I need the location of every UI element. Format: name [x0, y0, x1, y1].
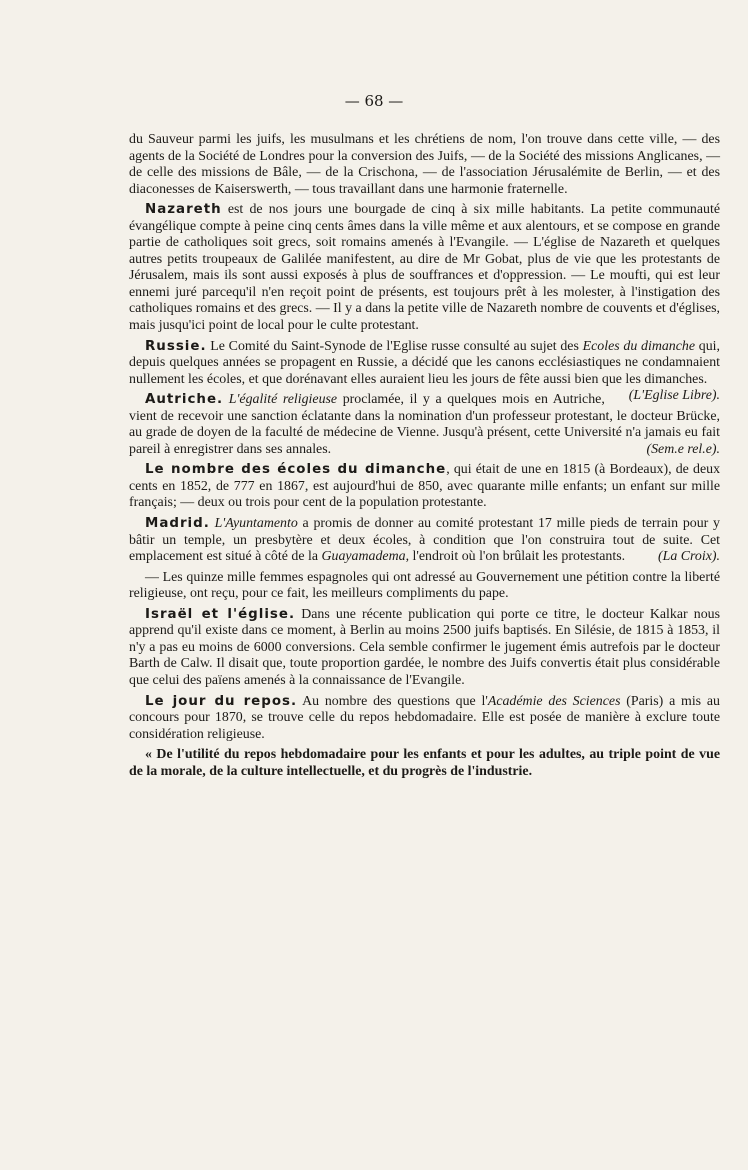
- femmes-text: — Les quinze mille femmes espagnoles qui ont adressé au Gouvernement une pétition contre la liberté religieuse, ont reçu, pour ce fait, les meilleurs compliments du pape.: [129, 569, 720, 602]
- israel-text: Dans une récente publication qui porte ce titre, le docteur Kalkar nous apprend qu'il existe dans ce moment, à Berlin au moins 2500 juifs baptisés. En Silésie, de 1815 à 1853, il n'y a pas eu moins de 6000 conversions. Cela semble confirmer le jugement émis autrefois par le docteur Barth de Calw. Il disait que, toute proportion gardée, le nombre des Juifs convertis était plus considérable que celui des païens amenés à la connaissance de l'Evangile.: [129, 606, 720, 688]
- heading-repos: Le jour du repos.: [145, 693, 298, 709]
- heading-israel: Israël et l'église.: [145, 606, 296, 622]
- heading-autriche: Autriche.: [145, 392, 224, 408]
- heading-russie: Russie.: [145, 338, 207, 354]
- nazareth-text: est de nos jours une bourgade de cinq à six mille habitants. La petite communauté évangélique compte à peine cinq cents âmes dans la ville même et aux alentours, et se compose en grande partie de catholiques soit grecs, soit romains amenés à l'Evangile. — L'église de Nazareth et quelques autres petits troupeaux de Galilée manifestent, au dire de Mr Gobat, plus de vie que les protestants de Jérusalem, mais ils sont aussi exposés à plus de souffrances et d'oppression. — Le moufti, qui est leur ennemi juré parcequ'il n'en reçoit point de présents, est toujours prêt à les molester, à l'instigation des catholiques romains et des grecs. — Il y a dans la petite ville de Nazareth nombre de couvents et d'églises, mais jusqu'ici point de local pour le culte protestant.: [129, 202, 720, 334]
- repos-text-2: (Paris) a mis au concours pour 1870, se trouve celle du repos hebdomadaire. Elle est posée de manière à exclure toute considération religieuse.: [129, 693, 720, 742]
- madrid-italic-2: Guayamadema: [321, 549, 406, 565]
- paragraph-israel: [129, 607, 720, 690]
- heading-ecoles: Le nombre des écoles du dimanche: [145, 462, 447, 478]
- paragraph-intro: [129, 132, 720, 198]
- madrid-italic-1: L'Ayuntamento: [209, 516, 298, 532]
- paragraph-nazareth: [129, 202, 720, 334]
- russie-italic: Ecoles du dimanche: [582, 338, 696, 354]
- ecoles-text: , qui était de une en 1815 (à Bordeaux), de deux cents en 1852, de 777 en 1867, est aujourd'hui de 850, avec quarante mille enfants; un enfant sur mille français; — deux ou trois pour cent de la population protestante.: [129, 462, 721, 511]
- paragraph-madrid: [129, 516, 720, 566]
- russie-text-1: Le Comité du Saint-Synode de l'Eglise russe consulté au sujet des: [206, 338, 583, 354]
- russie-text-2: qui, depuis quelques années se propagent en Russie, a décidé que les canons ecclésiastiques ne condamnaient nullement les écoles, et que dorénavant elles auraient lieu les jours de fête aussi bien que les dimanches.: [129, 338, 720, 387]
- intro-text: du Sauveur parmi les juifs, les musulmans et les chrétiens de nom, l'on trouve dans cette ville, — des agents de la Société de Londres pour la conversion des Juifs, — de la Société des missions Anglicanes, — de celle des missions de Bâle, — de la Crischona, — de l'association Jérusalémite de Berlin, — et des diaconesses de Kaiserswerth, — tous travaillant dans une harmonie fraternelle.: [129, 132, 720, 197]
- madrid-text-1: a promis de donner au comité protestant 17 mille pieds de terrain pour y bâtir un temple, un presbytère et deux écoles, à condition que l'on construira tout de suite. Cet emplacement est situé à côté de la: [129, 516, 720, 565]
- paragraph-repos: [129, 694, 720, 744]
- heading-madrid: Madrid.: [145, 516, 210, 532]
- paragraph-femmes: [129, 570, 720, 603]
- repos-italic: Académie des Sciences: [487, 693, 621, 709]
- page-body: [129, 132, 720, 784]
- autriche-source: (Sem.e rel.e).: [646, 441, 720, 457]
- madrid-text-2: , l'endroit où l'on brûlait les protestants.: [405, 549, 626, 565]
- page-number: — 68 —: [344, 92, 404, 110]
- madrid-source: (La Croix).: [658, 549, 720, 565]
- heading-nazareth: Nazareth: [145, 202, 222, 218]
- repos-text-1: Au nombre des questions que l': [297, 693, 488, 709]
- paragraph-ecoles: [129, 462, 720, 512]
- autriche-italic: L'égalité religieuse: [223, 392, 338, 408]
- autriche-text: proclamée, il y a quelques mois en Autriche, vient de recevoir une sanction éclatante dans la nomination d'un professeur protestant, le docteur Brücke, au grade de doyen de la faculté de médecine de Vienne. Jusqu'à présent, cette Université n'a jamais eu fait pareil à enregistrer dans ses annales.: [129, 392, 720, 457]
- quote-text: « De l'utilité du repos hebdomadaire pour les enfants et pour les adultes, au triple point de vue de la morale, de la culture intellectuelle, et du progrès de l'industrie.: [129, 747, 720, 779]
- paragraph-quote: [129, 747, 720, 780]
- russie-source: (L'Eglise Libre).: [628, 388, 720, 404]
